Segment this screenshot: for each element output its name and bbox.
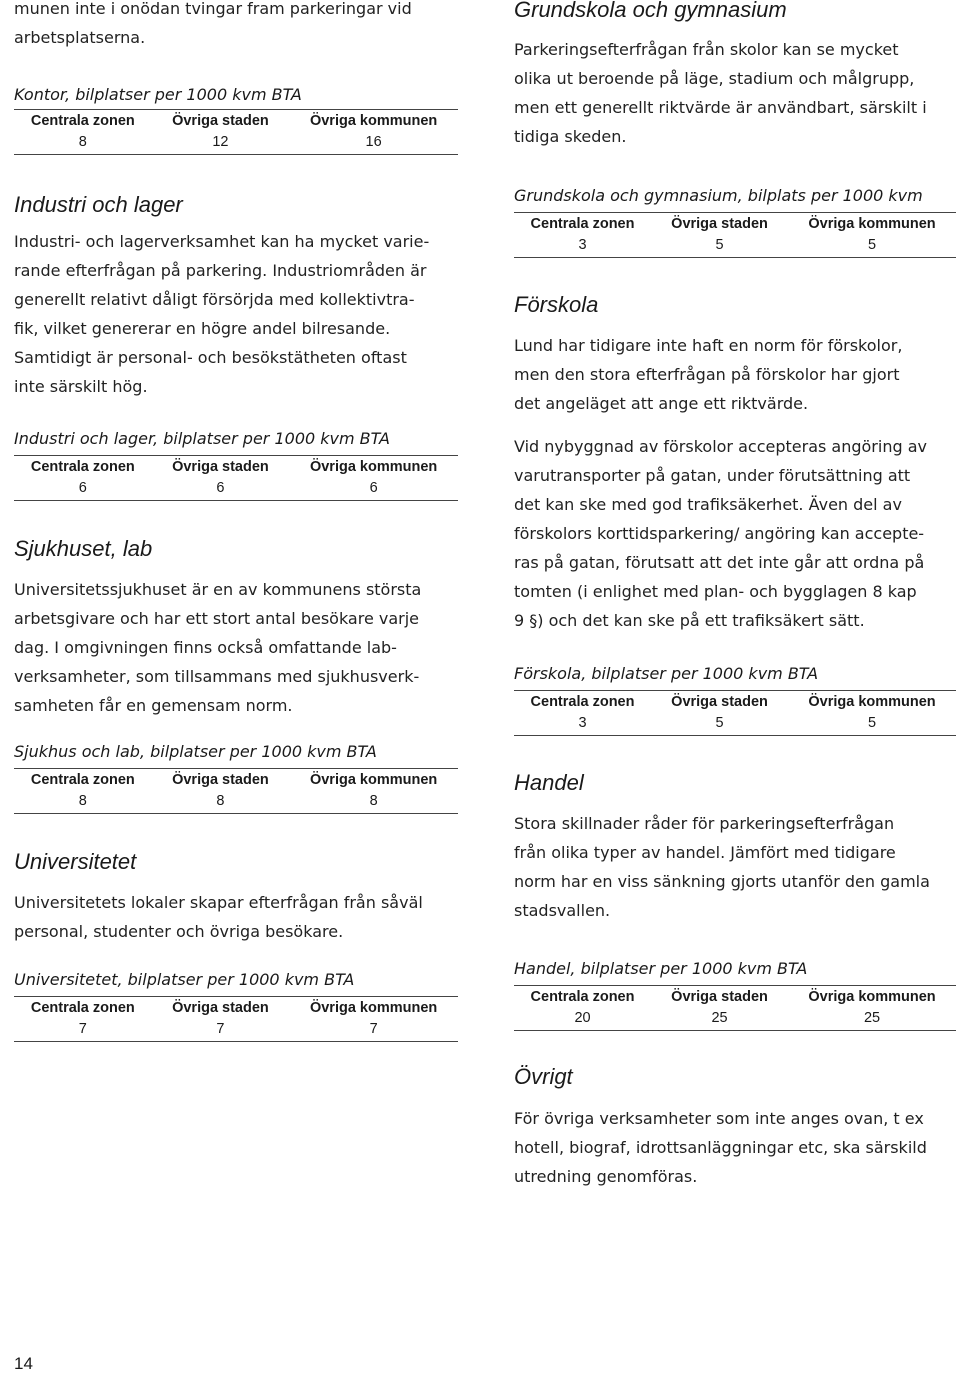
text-line: 9 §) och det kan ske på ett trafiksäkert sätt. bbox=[514, 611, 865, 630]
table-cell: 6 bbox=[369, 480, 378, 496]
sjukhuset-section bbox=[14, 536, 458, 720]
table-cell: 6 bbox=[216, 480, 225, 496]
text-line: rande efterfrågan på parkering. Industriområden är bbox=[14, 261, 427, 280]
text-line: arbetsgivare och har ett stort antal besökare varje bbox=[14, 609, 420, 628]
table-cell: 8 bbox=[78, 134, 87, 150]
table-value-row bbox=[14, 132, 458, 154]
table-title: Industri och lager, bilplatser per 1000 kvm BTA bbox=[14, 429, 390, 448]
table-cell: 8 bbox=[216, 793, 225, 809]
table-title: Grundskola och gymnasium, bilplats per 1000 kvm bbox=[514, 186, 923, 205]
table-cell: 3 bbox=[578, 237, 587, 253]
table-cell: 16 bbox=[365, 134, 382, 150]
column-header: Centrala zonen bbox=[30, 113, 135, 129]
table-title: Universitetet, bilplatser per 1000 kvm BTA bbox=[14, 970, 355, 989]
text-line: från olika typer av handel. Jämfört med tidigare bbox=[514, 843, 896, 862]
table-header-row bbox=[14, 769, 458, 791]
text-line: Industri- och lagerverksamhet kan ha mycket varie- bbox=[14, 232, 430, 251]
table-cell: 5 bbox=[715, 715, 724, 731]
universitetet-section bbox=[14, 849, 458, 946]
table-header-row bbox=[514, 213, 956, 235]
section-heading: Universitetet bbox=[14, 849, 137, 874]
section-heading: Grundskola och gymnasium bbox=[514, 0, 787, 22]
column-header: Övriga staden bbox=[172, 1000, 269, 1016]
table-cell: 5 bbox=[715, 237, 724, 253]
table-title: Handel, bilplatser per 1000 kvm BTA bbox=[514, 959, 808, 978]
handel-section bbox=[514, 770, 956, 925]
industri-section bbox=[14, 192, 458, 401]
forskola-table-section bbox=[514, 664, 956, 736]
text-line: det kan ske med god trafiksäkerhet. Även del av bbox=[514, 495, 902, 514]
column-header: Övriga staden bbox=[671, 216, 768, 232]
text-line: inte särskilt hög. bbox=[14, 377, 148, 396]
text-line: varutransporter på gatan, under förutsättning att bbox=[514, 466, 911, 485]
table-header-row bbox=[14, 997, 458, 1019]
text-line: det angeläget att ange ett riktvärde. bbox=[514, 394, 809, 413]
sjukhus-table-section bbox=[14, 742, 458, 814]
column-header: Centrala zonen bbox=[30, 459, 135, 475]
table-cell: 25 bbox=[711, 1010, 728, 1026]
text-line: Universitetssjukhuset är en av kommunens största bbox=[14, 580, 422, 599]
text-line: hotell, biograf, idrottsanläggningar etc, ska särskild bbox=[514, 1138, 927, 1157]
section-heading: Förskola bbox=[514, 292, 599, 317]
universitetet-table-section bbox=[14, 970, 458, 1042]
column-header: Övriga staden bbox=[671, 694, 768, 710]
column-header: Övriga kommunen bbox=[309, 1000, 438, 1016]
column-header: Övriga kommunen bbox=[808, 694, 936, 710]
text-line: generellt relativt dåligt försörjda med kollektivtra- bbox=[14, 290, 415, 309]
grundskola-section bbox=[514, 0, 956, 151]
column-header: Övriga kommunen bbox=[309, 772, 438, 788]
parking-table bbox=[14, 996, 458, 1042]
table-value-row bbox=[14, 478, 458, 500]
forskola-section bbox=[514, 292, 956, 635]
text-line: tidiga skeden. bbox=[514, 127, 627, 146]
column-header: Övriga kommunen bbox=[808, 216, 936, 232]
text-line: norm har en viss sänkning gjorts utanför den gamla bbox=[514, 872, 930, 891]
column-header: Övriga staden bbox=[172, 772, 269, 788]
table-cell: 8 bbox=[369, 793, 378, 809]
text-line: men den stora efterfrågan på förskolor har gjort bbox=[514, 365, 900, 384]
handel-table-section bbox=[514, 959, 956, 1031]
text-line: personal, studenter och övriga besökare. bbox=[14, 922, 344, 941]
column-header: Övriga kommunen bbox=[309, 113, 438, 129]
table-value-row bbox=[514, 1008, 956, 1030]
table-value-row bbox=[14, 1019, 458, 1041]
text-line: munen inte i onödan tvingar fram parkeringar vid bbox=[14, 0, 412, 18]
parking-table bbox=[514, 212, 956, 258]
section-heading: Sjukhuset, lab bbox=[14, 536, 153, 561]
text-line: verksamheter, som tillsammans med sjukhusverk- bbox=[14, 667, 420, 686]
text-line: Samtidigt är personal- och besökstätheten oftast bbox=[14, 348, 407, 367]
text-line: stadsvallen. bbox=[514, 901, 611, 920]
text-line: Stora skillnader råder för parkeringsefterfrågan bbox=[514, 814, 895, 833]
text-line: Parkeringsefterfrågan från skolor kan se mycket bbox=[514, 40, 899, 59]
page-number: 14 bbox=[14, 1354, 33, 1373]
table-title: Sjukhus och lab, bilplatser per 1000 kvm BTA bbox=[14, 742, 377, 761]
table-value-row bbox=[514, 235, 956, 257]
table-cell: 5 bbox=[867, 715, 877, 731]
section-heading: Industri och lager bbox=[14, 192, 183, 217]
table-header-row bbox=[14, 110, 458, 132]
table-cell: 12 bbox=[212, 134, 229, 150]
intro-paragraph bbox=[14, 0, 458, 52]
column-header: Övriga staden bbox=[172, 113, 269, 129]
table-header-row bbox=[514, 691, 956, 713]
column-header: Centrala zonen bbox=[30, 1000, 135, 1016]
parking-table bbox=[14, 768, 458, 814]
table-title: Förskola, bilplatser per 1000 kvm BTA bbox=[514, 664, 819, 683]
table-value-row bbox=[514, 713, 956, 735]
ovrigt-section bbox=[514, 1064, 956, 1191]
parking-table bbox=[514, 690, 956, 736]
grundskola-table-section bbox=[514, 186, 956, 258]
table-cell: 5 bbox=[867, 237, 877, 253]
text-line: tomten (i enlighet med plan- och bygglagen 8 kap bbox=[514, 582, 917, 601]
text-line: samheten får en gemensam norm. bbox=[14, 696, 293, 715]
table-cell: 20 bbox=[574, 1010, 591, 1026]
column-header: Övriga kommunen bbox=[309, 459, 438, 475]
table-header-row bbox=[514, 986, 956, 1008]
text-line: olika ut beroende på läge, stadium och målgrupp, bbox=[514, 69, 915, 88]
table-cell: 6 bbox=[78, 480, 87, 496]
table-header-row bbox=[14, 456, 458, 478]
table-cell: 25 bbox=[863, 1010, 881, 1026]
table-cell: 7 bbox=[78, 1021, 87, 1037]
table-cell: 7 bbox=[369, 1021, 378, 1037]
text-line: arbetsplatserna. bbox=[14, 28, 146, 47]
column-header: Centrala zonen bbox=[530, 989, 635, 1005]
table-cell: 3 bbox=[578, 715, 587, 731]
table-value-row bbox=[14, 791, 458, 813]
text-line: dag. I omgivningen finns också omfattande lab- bbox=[14, 638, 397, 657]
column-header: Övriga kommunen bbox=[808, 989, 936, 1005]
text-line: utredning genomföras. bbox=[514, 1167, 698, 1186]
section-heading: Handel bbox=[514, 770, 584, 795]
text-line: Universitetets lokaler skapar efterfrågan från såväl bbox=[14, 893, 423, 912]
text-line: Vid nybyggnad av förskolor accepteras angöring av bbox=[514, 437, 927, 456]
column-header: Övriga staden bbox=[172, 459, 269, 475]
table-cell: 8 bbox=[78, 793, 87, 809]
parking-table bbox=[14, 109, 458, 155]
text-line: förskolors korttidsparkering/ angöring kan accepte- bbox=[514, 524, 925, 543]
text-line: men ett generellt riktvärde är användbart, särskilt i bbox=[514, 98, 927, 117]
section-heading: Övrigt bbox=[514, 1064, 573, 1089]
text-line: För övriga verksamheter som inte anges ovan, t ex bbox=[514, 1109, 924, 1128]
kontor-table-section bbox=[14, 85, 458, 155]
industri-table-section bbox=[14, 429, 458, 501]
table-cell: 7 bbox=[216, 1021, 225, 1037]
parking-table bbox=[14, 455, 458, 501]
column-header: Centrala zonen bbox=[30, 772, 135, 788]
text-line: ras på gatan, förutsatt att det inte går att ordna på bbox=[514, 553, 925, 572]
column-header: Övriga staden bbox=[671, 989, 768, 1005]
column-header: Centrala zonen bbox=[530, 216, 635, 232]
table-title: Kontor, bilplatser per 1000 kvm BTA bbox=[14, 85, 302, 104]
text-line: fik, vilket genererar en högre andel bilresande. bbox=[14, 319, 391, 338]
column-header: Centrala zonen bbox=[530, 694, 635, 710]
parking-table bbox=[514, 985, 956, 1031]
text-line: Lund har tidigare inte haft en norm för förskolor, bbox=[514, 336, 903, 355]
